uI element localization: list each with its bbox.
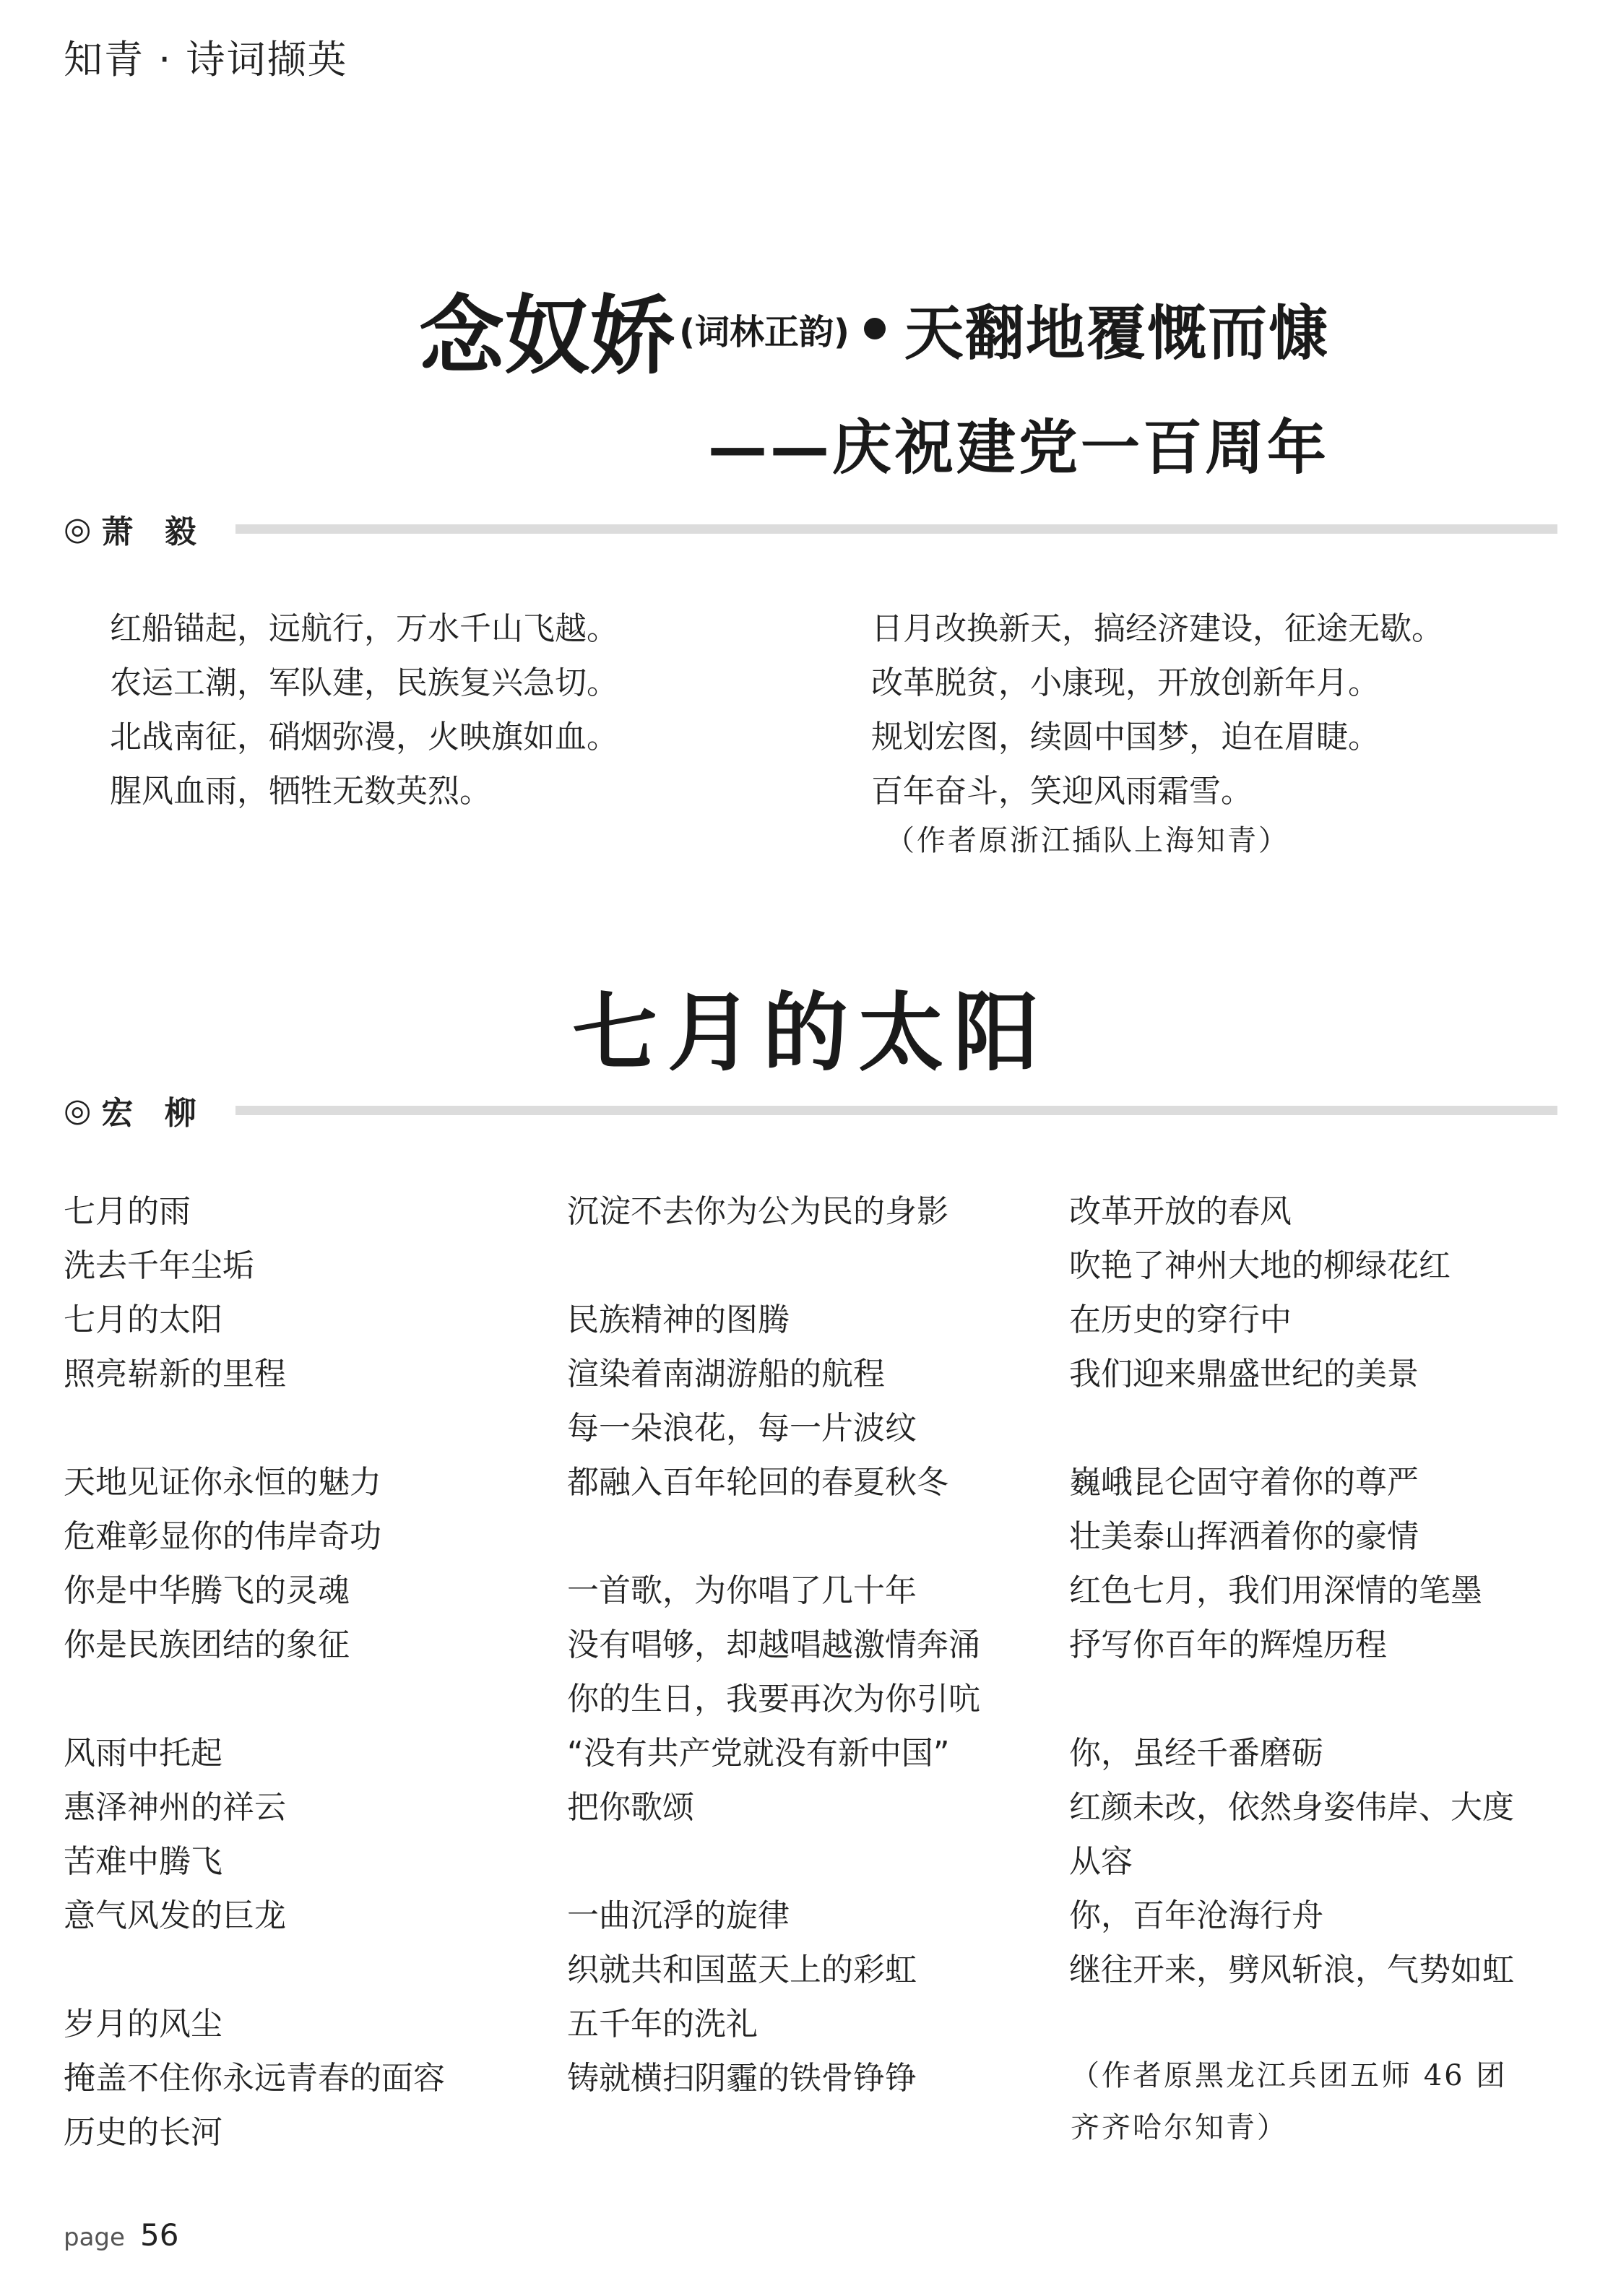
poem2-author-note: （作者原黑龙江兵团五师 46 团 齐齐哈尔知青） [1071,2059,1508,2144]
author-mark-icon: ◎ [64,510,92,547]
divider-rule [235,524,1557,534]
poem1-subtitle: ——庆祝建党一百周年 [707,414,1329,482]
poem1-title [0,267,1329,390]
poem1-author-note: （作者原浙江插队上海知青） [886,824,1289,857]
author-mark-icon: ◎ [64,1091,92,1129]
section-header: 知青 · 诗词撷英 [64,37,348,82]
poem2-column-2: 沉淀不去你为公为民的身影 民族精神的图腾 渲染着南湖游船的航程 每一朵浪花，每一片波纹 都融入百年轮回的春夏秋冬 一首歌，为你唱了几十年 没有唱够，却越唱越激情奔涌 你的生日，我要再次为你引吭 “没有共产党就没有新中国” 把你歌颂 一曲沉浮的旋律 织就共和国蓝天上的彩虹 五千年的洗礼 铸就横扫阴霾的铁骨铮铮 [567,1193,980,2097]
poem1-left-stanza: 红船锚起，远航行，万水千山飞越。 农运工潮，军队建，民族复兴急切。 北战南征，硝烟弥漫，火映旗如血。 腥风血雨，牺牲无数英烈。 [110,610,618,810]
poem2-author: 宏 柳 [101,1095,207,1132]
divider-rule [235,1106,1557,1115]
poem1-title-main: 念奴娇 [419,286,675,386]
page-label: page [64,2223,125,2252]
poem1-title-rest: 天翻地覆慨而慷 [904,299,1329,368]
page-number: 56 [140,2217,179,2253]
poem1-right-stanza: 日月改换新天，搞经济建设，征途无歇。 改革脱贫，小康现，开放创新年月。 规划宏图，续圆中国梦，迫在眉睫。 百年奋斗，笑迎风雨霜雪。 [871,610,1443,810]
bullet-dot-icon [864,318,886,339]
poem2-column-3: 改革开放的春风 吹艳了神州大地的柳绿花红 在历史的穿行中 我们迎来鼎盛世纪的美景 巍峨昆仑固守着你的尊严 壮美泰山挥洒着你的豪情 红色七月，我们用深情的笔墨 抒写你百年的辉煌历程 你，虽经千番磨砺 红颜未改，依然身姿伟岸、大度 从容 你，百年沧海行舟 继往开来，劈风斩浪，气势如虹 [1069,1193,1514,1988]
poem2-author-row [64,1087,1557,1133]
poem1-author: 萧 毅 [101,514,207,550]
poem1-title-note: (词林正韵) [679,311,850,352]
poem1-author-row [64,506,1557,552]
poem2-title: 七月的太阳 [571,983,1049,1083]
poem2-column-1: 七月的雨 洗去千年尘垢 七月的太阳 照亮崭新的里程 天地见证你永恒的魅力 危难彰显你的伟岸奇功 你是中华腾飞的灵魂 你是民族团结的象征 风雨中托起 惠泽神州的祥云 苦难中腾飞 意气风发的巨龙 岁月的风尘 掩盖不住你永远青春的面容 历史的长河 [64,1193,445,2151]
